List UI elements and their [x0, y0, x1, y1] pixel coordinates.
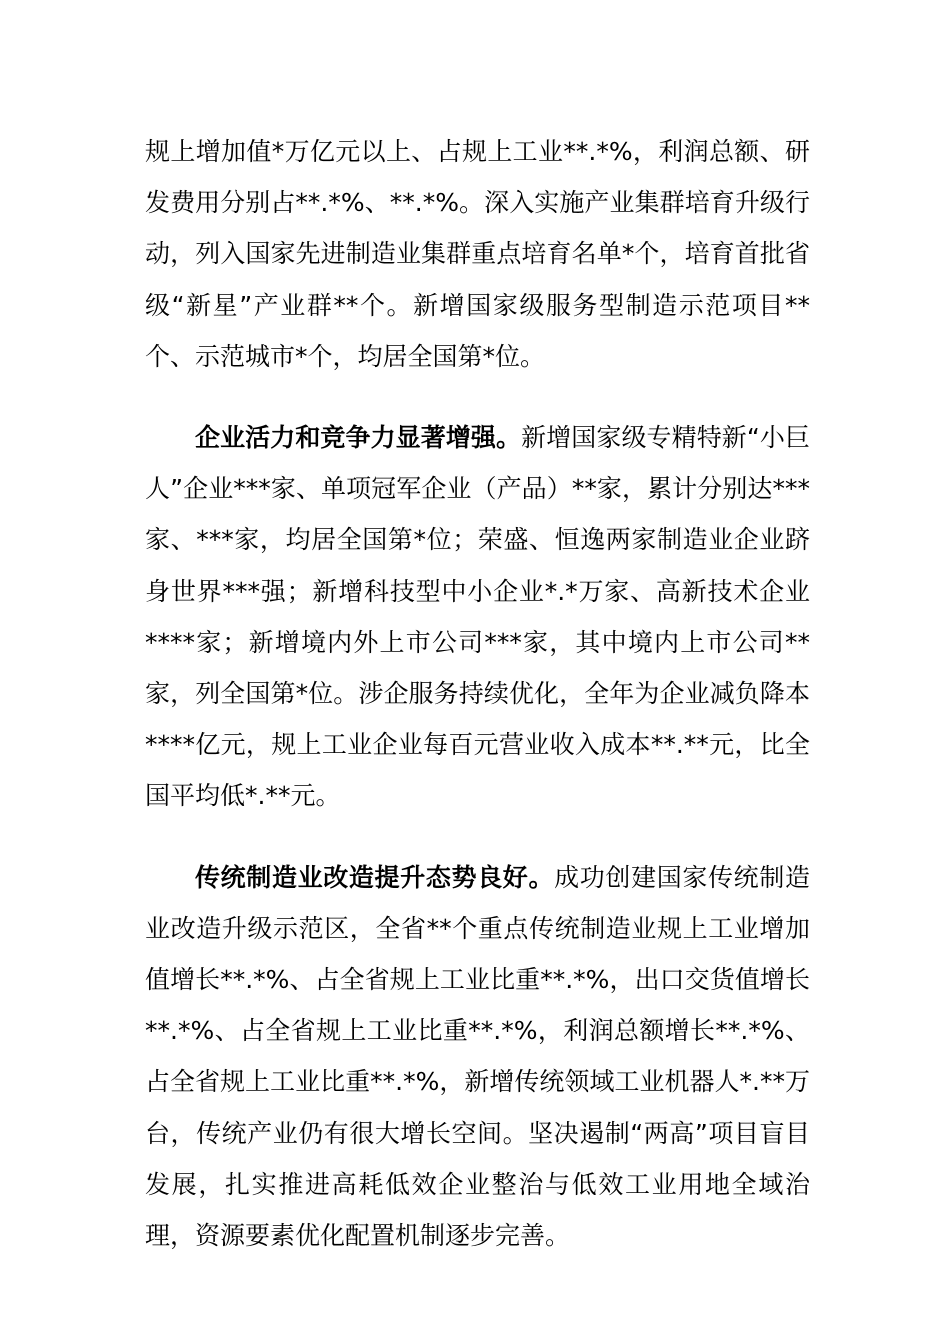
paragraph-heading: 传统制造业改造提升态势良好。 [195, 862, 555, 892]
paragraph-enterprise-vitality [145, 412, 810, 822]
paragraph-heading: 企业活力和竞争力显著增强。 [195, 423, 522, 453]
document-body [145, 126, 810, 1261]
paragraph-text: 新增国家级专精特新“小巨人”企业***家、单项冠军企业（产品）**家，累计分别达***家、***家，均居全国第*位；荣盛、恒逸两家制造业企业跻身世界***强；新增科技型中小企业*.*万家、高新技术企业****家；新增境内外上市公司***家，其中境内上市公司**家，列全国第*位。涉企服务持续优化，全年为企业减负降本****亿元，规上工业企业每百元营业收入成本**.**元，比全国平均低*.**元。 [145, 423, 810, 811]
paragraph-continuation [145, 126, 810, 382]
paragraph-text: 规上增加值*万亿元以上、占规上工业**.*%，利润总额、研发费用分别占**.*%、**.*%。深入实施产业集群培育升级行动，列入国家先进制造业集群重点培育名单*个，培育首批省级“新星”产业群**个。新增国家级服务型制造示范项目**个、示范城市*个，均居全国第*位。 [145, 137, 810, 371]
paragraph-traditional-manufacturing [145, 852, 810, 1262]
paragraph-text: 成功创建国家传统制造业改造升级示范区，全省**个重点传统制造业规上工业增加值增长**.*%、占全省规上工业比重**.*%，出口交货值增长**.*%、占全省规上工业比重**.*%，利润总额增长**.*%、占全省规上工业比重**.*%，新增传统领域工业机器人*.**万台，传统产业仍有很大增长空间。坚决遏制“两高”项目盲目发展，扎实推进高耗低效企业整治与低效工业用地全域治理，资源要素优化配置机制逐步完善。 [145, 862, 810, 1251]
